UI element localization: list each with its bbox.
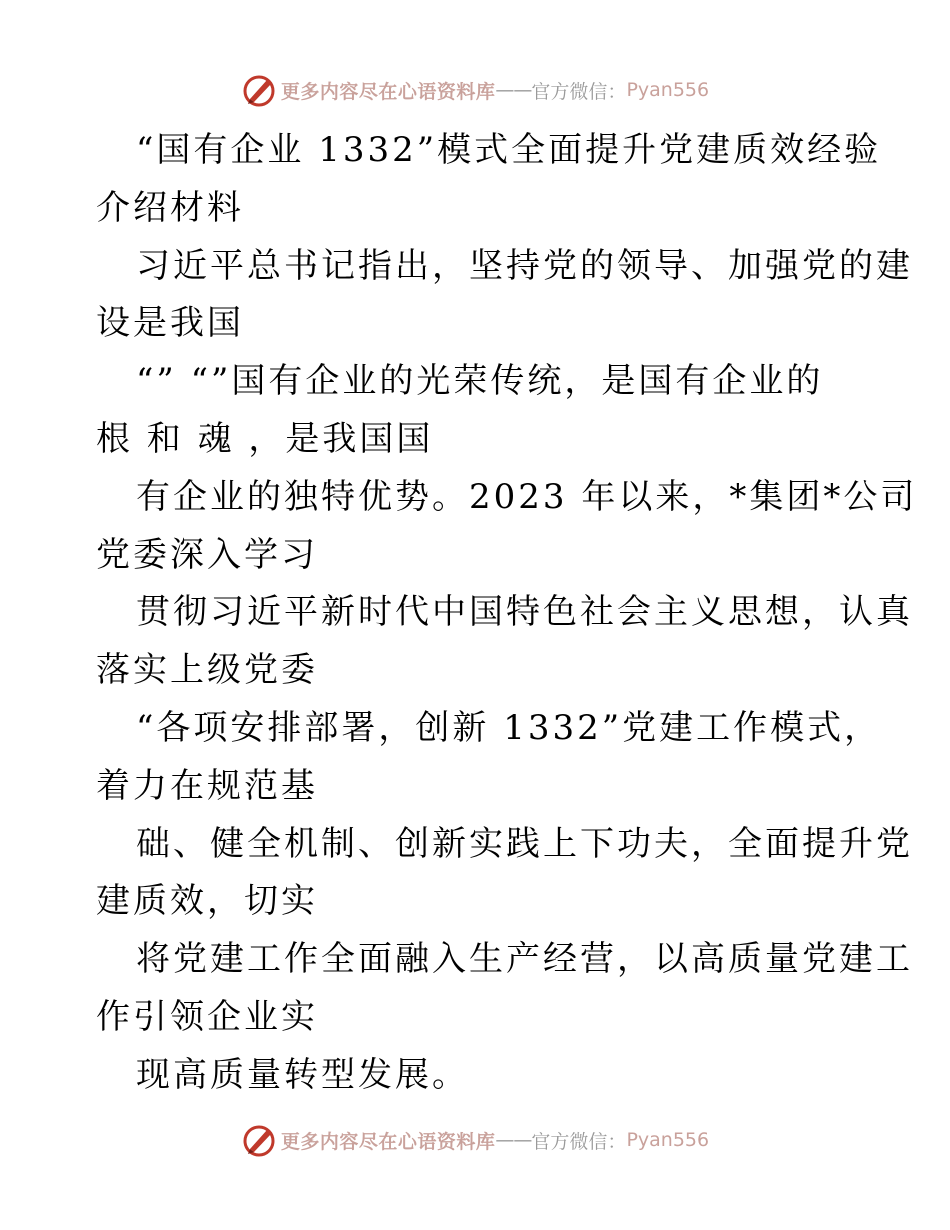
text-line: 设是我国 xyxy=(96,303,244,344)
text-line: 建质效，切实 xyxy=(96,881,318,922)
text-line: 础、健全机制、创新实践上下功夫，全面提升党 xyxy=(136,823,913,864)
watermark-label: 官方微信： xyxy=(531,1130,627,1153)
footer-watermark xyxy=(0,1120,950,1160)
text-line: 介绍材料 xyxy=(96,187,244,228)
text-line: 根 和 魂 ，是我国国 xyxy=(96,418,434,459)
text-line: 落实上级党委 xyxy=(96,650,318,691)
text-line: 党委深入学习 xyxy=(96,534,318,575)
watermark-site-text: 更多内容尽在心语资料库 xyxy=(280,1130,496,1153)
pen-logo-icon xyxy=(241,1122,277,1158)
pen-logo-icon xyxy=(241,72,277,108)
header-watermark xyxy=(0,70,950,110)
text-line: 贯彻习近平新时代中国特色社会主义思想，认真 xyxy=(136,592,913,633)
watermark-id: Pyan556 xyxy=(626,79,710,101)
watermark-dash: —— xyxy=(495,79,532,101)
text-line: “国有企业 1332”模式全面提升党建质效经验 xyxy=(136,130,882,170)
document-body xyxy=(96,122,918,1105)
text-line: 将党建工作全面融入生产经营，以高质量党建工 xyxy=(136,939,913,980)
watermark-dash: —— xyxy=(495,1129,532,1151)
text-line: 现高质量转型发展。 xyxy=(136,1054,469,1095)
text-line: 有企业的独特优势。2023 年以来，*集团*公司 xyxy=(136,476,918,517)
watermark-label: 官方微信： xyxy=(531,80,627,103)
text-line: “各项安排部署，创新 1332”党建工作模式， xyxy=(136,707,882,748)
text-line: 习近平总书记指出，坚持党的领导、加强党的建 xyxy=(136,245,913,286)
text-line: 着力在规范基 xyxy=(96,765,318,806)
text-line: 作引领企业实 xyxy=(96,996,318,1037)
text-line: “” “”国有企业的光荣传统，是国有企业的 xyxy=(136,361,824,402)
watermark-site-text: 更多内容尽在心语资料库 xyxy=(280,80,496,103)
watermark-id: Pyan556 xyxy=(626,1129,710,1151)
